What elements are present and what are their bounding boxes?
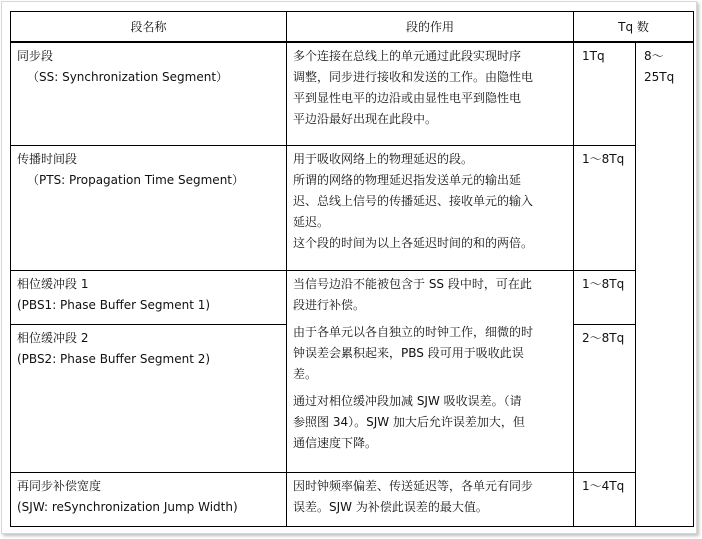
role-line: 误差。SJW 为补偿此误差的最大值。 xyxy=(293,499,488,514)
tq-cell: 1～4Tq xyxy=(574,472,636,526)
header-segment-name: 段名称 xyxy=(11,12,287,43)
header-tq-count: Tq 数 xyxy=(574,12,694,43)
header-segment-role: 段的作用 xyxy=(287,12,574,43)
segment-name-cell xyxy=(11,42,287,145)
segment-name-en: (PBS1: Phase Buffer Segment 1) xyxy=(17,297,211,312)
tq-cell: 1～8Tq xyxy=(574,270,636,324)
role-line: 这个段的时间为以上各延迟时间的和的两倍。 xyxy=(293,235,534,250)
header-row xyxy=(11,12,694,43)
tq-cell: 1～8Tq xyxy=(574,145,636,270)
segment-role-cell xyxy=(287,42,574,145)
segment-name-cell xyxy=(11,270,287,324)
segment-name-cn: 相位缓冲段 2 xyxy=(17,330,89,345)
role-line: 所谓的网络的物理延迟指发送单元的输出延 xyxy=(293,172,522,187)
segment-name-en: (PBS2: Phase Buffer Segment 2) xyxy=(17,351,211,366)
role-line: 参照图 34）。SJW 加大后允许误差加大，但 xyxy=(293,414,525,429)
role-line: 当信号边沿不能被包含于 SS 段中时，可在此 xyxy=(293,276,532,291)
segment-name-en: （SS: Synchronization Segment） xyxy=(27,70,229,84)
role-line: 段进行补偿。 xyxy=(293,297,366,312)
tq-cell: 2～8Tq xyxy=(574,324,636,472)
role-line: 通信速度下降。 xyxy=(293,435,378,450)
role-line: 通过对相位缓冲段加减 SJW 吸收误差。（请 xyxy=(293,393,522,408)
segment-name-cn: 传播时间段 xyxy=(17,151,78,166)
role-line: 多个连接在总线上的单元通过此段实现时序 xyxy=(293,49,522,63)
segment-name-cn: 相位缓冲段 1 xyxy=(17,276,89,291)
role-line: 平到显性电平的边沿或由显性电平到隐性电 xyxy=(293,91,522,105)
role-line: 平边沿最好出现在此段中。 xyxy=(293,112,438,126)
segment-name-cell xyxy=(11,324,287,472)
role-line: 钟误差会累积起来，PBS 段可用于吸收此误 xyxy=(293,345,524,360)
role-line: 迟、总线上信号的传播延迟、接收单元的输入 xyxy=(293,193,534,208)
segment-name-en: (SJW: reSynchronization Jump Width) xyxy=(17,499,238,514)
table-row-pbs1 xyxy=(11,270,694,324)
total-tq-cell xyxy=(636,42,694,526)
tq-cell: 1Tq xyxy=(574,42,636,145)
can-bit-timing-table xyxy=(10,11,694,527)
segment-role-cell xyxy=(287,145,574,270)
segment-name-cell xyxy=(11,145,287,270)
role-line: 调整，同步进行接收和发送的工作。由隐性电 xyxy=(293,70,534,84)
segment-role-cell xyxy=(287,270,574,472)
table-row-ss xyxy=(11,42,694,145)
role-line: 用于吸收网络上的物理延迟的段。 xyxy=(293,151,474,166)
role-line: 由于各单元以各自独立的时钟工作，细微的时 xyxy=(293,324,534,339)
segment-role-cell xyxy=(287,472,574,526)
screenshot-frame xyxy=(1,1,697,534)
role-line: 差。 xyxy=(293,366,318,381)
segment-name-cell xyxy=(11,472,287,526)
role-line: 延迟。 xyxy=(293,214,330,229)
total-tq-line: 25Tq xyxy=(644,70,675,84)
segment-name-cn: 再同步补偿宽度 xyxy=(17,478,102,493)
table-row-pts xyxy=(11,145,694,270)
role-line: 因时钟频率偏差、传送延迟等，各单元有同步 xyxy=(293,478,534,493)
segment-name-cn: 同步段 xyxy=(17,49,54,63)
total-tq-line: 8～ xyxy=(644,49,664,63)
segment-name-en: （PTS: Propagation Time Segment） xyxy=(27,172,245,187)
table-row-sjw xyxy=(11,472,694,526)
